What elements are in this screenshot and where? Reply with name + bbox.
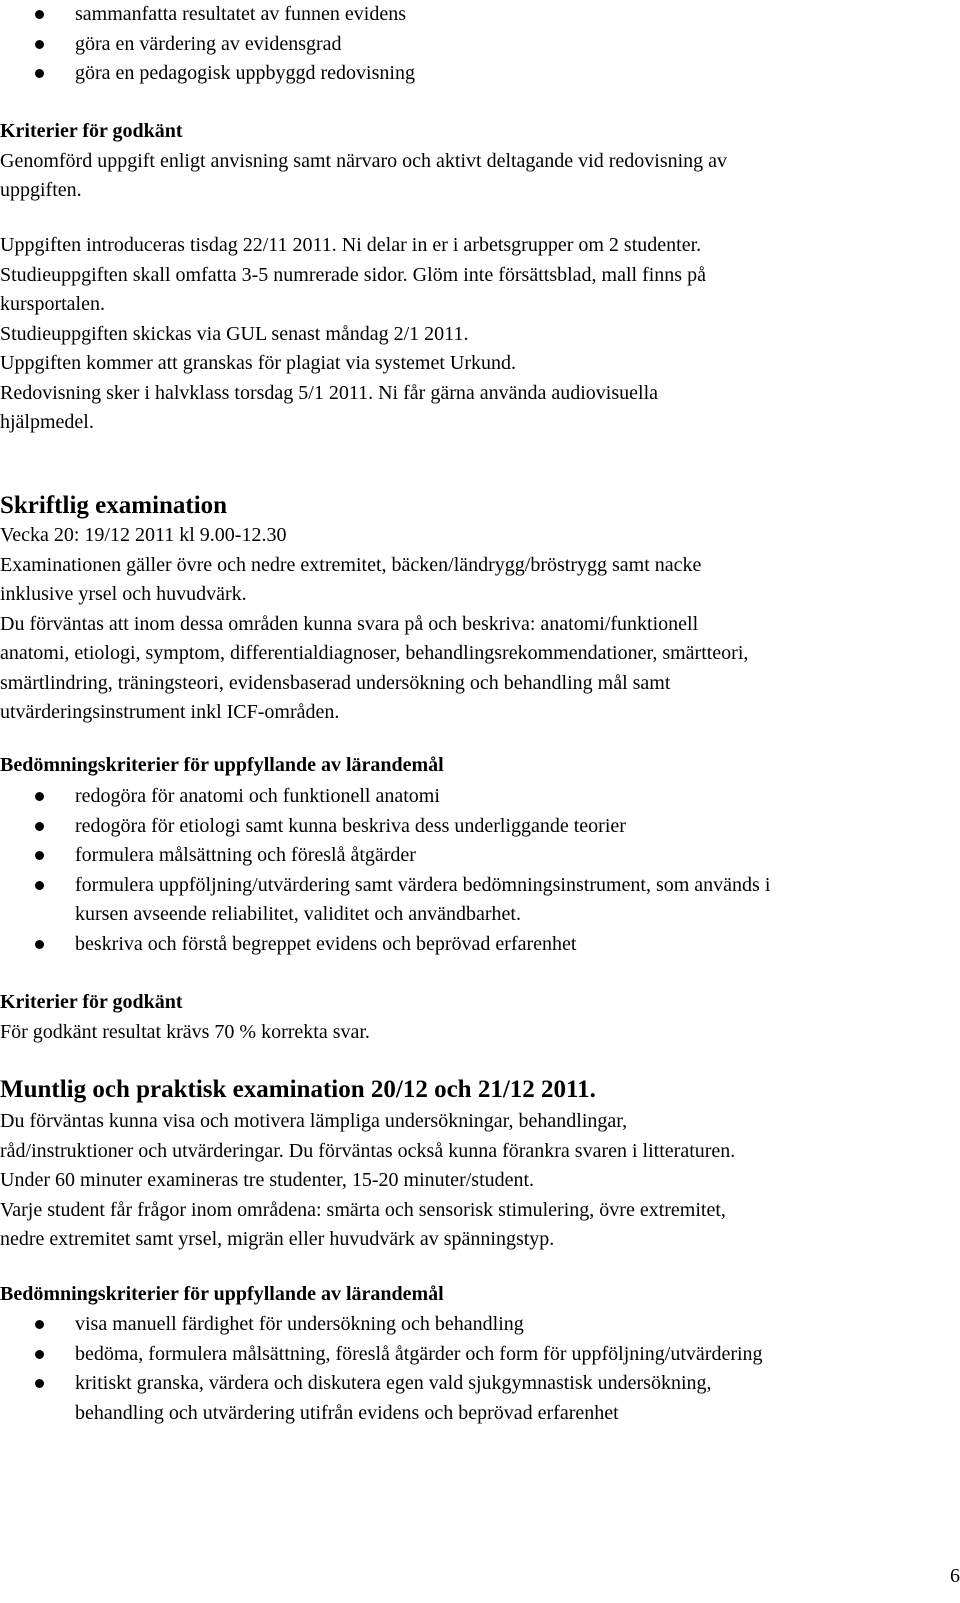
criteria-heading: Kriterier för godkänt xyxy=(0,120,183,142)
text-line: Vecka 20: 19/12 2011 kl 9.00-12.30 xyxy=(0,524,287,546)
text-line: smärtlindring, träningsteori, evidensbaserad undersökning och behandling mål samt xyxy=(0,671,671,694)
text-line: inklusive yrsel och huvudvärk. xyxy=(0,583,247,605)
criteria-section-2 xyxy=(0,988,370,1047)
list-item: göra en värdering av evidensgrad xyxy=(0,30,415,60)
text-line: anatomi, etiologi, symptom, differentialdiagnoser, behandlingsrekommendationer, smärtteori, xyxy=(0,642,749,664)
text-line: utvärderingsinstrument inkl ICF-områden. xyxy=(0,701,340,723)
text-line: Du förväntas att inom dessa områden kunna svara på och beskriva: anatomi/funktionell xyxy=(0,612,699,635)
text-line: Genomförd uppgift enligt anvisning samt närvaro och aktivt deltagande vid redovisning av xyxy=(0,149,728,172)
oral-exam-heading: Muntlig och praktisk examination 20/12 och 21/12 2011. xyxy=(0,1076,596,1103)
text-line: uppgiften. xyxy=(0,179,82,201)
list-item: beskriva och förstå begreppet evidens och beprövad erfarenhet xyxy=(0,930,770,960)
criteria-heading: Kriterier för godkänt xyxy=(0,991,183,1013)
list-item: bedöma, formulera målsättning, föreslå åtgärder och form för uppföljning/utvärdering xyxy=(0,1340,763,1370)
text-line: Du förväntas kunna visa och motivera lämpliga undersökningar, behandlingar, xyxy=(0,1110,628,1132)
text-line: hjälpmedel. xyxy=(0,411,94,433)
assessment-list-2 xyxy=(0,1310,763,1428)
text-line: Studieuppgiften skickas via GUL senast måndag 2/1 2011. xyxy=(0,322,469,345)
list-item: formulera målsättning och föreslå åtgärder xyxy=(0,841,770,871)
list-item: göra en pedagogisk uppbyggd redovisning xyxy=(0,59,415,89)
written-exam-body xyxy=(0,521,748,728)
text-line: råd/instruktioner och utvärderingar. Du förväntas också kunna förankra svaren i litteraturen. xyxy=(0,1139,736,1162)
text-line: Redovisning sker i halvklass torsdag 5/1 2011. Ni får gärna använda audiovisuella xyxy=(0,381,658,404)
criteria-section-1 xyxy=(0,117,727,206)
page-number: 6 xyxy=(950,1565,960,1587)
list-item: visa manuell färdighet för undersökning och behandling xyxy=(0,1310,763,1340)
text-line: kursportalen. xyxy=(0,293,105,315)
text-line: Uppgiften introduceras tisdag 22/11 2011. Ni delar in er i arbetsgrupper om 2 studenter. xyxy=(0,234,702,256)
written-exam-heading: Skriftlig examination xyxy=(0,492,228,519)
text-line: För godkänt resultat krävs 70 % korrekta svar. xyxy=(0,1020,370,1043)
assessment-list-1 xyxy=(0,782,770,959)
text-line: nedre extremitet samt yrsel, migrän eller huvudvärk av spänningstyp. xyxy=(0,1228,555,1250)
assessment-heading-2: Bedömningskriterier för uppfyllande av lärandemål xyxy=(0,1283,444,1305)
oral-exam-body xyxy=(0,1107,735,1255)
list-item: redogöra för anatomi och funktionell anatomi xyxy=(0,782,770,812)
task-info xyxy=(0,231,706,438)
list-item: redogöra för etiologi samt kunna beskriva dess underliggande teorier xyxy=(0,812,770,842)
text-line: Uppgiften kommer att granskas för plagiat via systemet Urkund. xyxy=(0,352,516,374)
text-line: Under 60 minuter examineras tre studenter, 15-20 minuter/student. xyxy=(0,1169,535,1191)
list-item: kritiskt granska, värdera och diskutera egen vald sjukgymnastisk undersökning, behandling och utvärdering utifrån evidens och beprövad erfarenhet xyxy=(0,1369,763,1428)
list-item: formulera uppföljning/utvärdering samt värdera bedömningsinstrument, som används i kursen avseende reliabilitet, validitet och användbarhet. xyxy=(0,871,770,930)
text-line: Examinationen gäller övre och nedre extremitet, bäcken/ländrygg/bröstrygg samt nacke xyxy=(0,553,702,576)
goal-list-top xyxy=(0,0,415,89)
list-item: sammanfatta resultatet av funnen evidens xyxy=(0,0,415,30)
assessment-heading-1: Bedömningskriterier för uppfyllande av lärandemål xyxy=(0,754,444,776)
text-line: Varje student får frågor inom områdena: smärta och sensorisk stimulering, övre extremitet, xyxy=(0,1198,726,1221)
text-line: Studieuppgiften skall omfatta 3-5 numrerade sidor. Glöm inte försättsblad, mall finns på xyxy=(0,263,706,286)
